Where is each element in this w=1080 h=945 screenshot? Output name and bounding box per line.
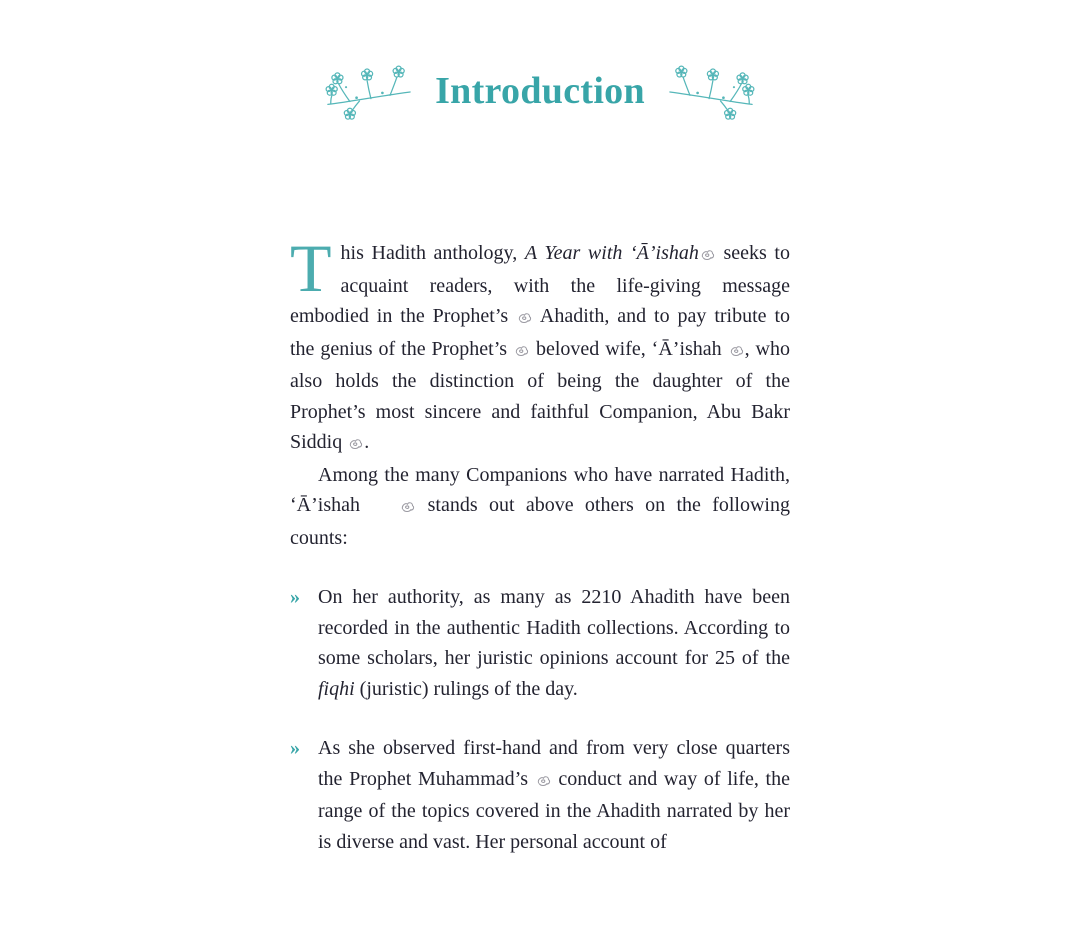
ra-honorific-icon [348, 429, 363, 460]
text-run: . [364, 431, 370, 453]
bullet-marker: » [290, 737, 300, 759]
floral-branch-icon [325, 62, 413, 120]
saw-honorific-icon [536, 766, 551, 797]
paragraph [290, 230, 791, 460]
bullet-text [318, 733, 790, 857]
text-run: Among the many Companions who have narrated Hadith, ‘Ā’ishah [290, 463, 790, 516]
bullet-marker: » [290, 586, 300, 608]
italic-text-run: fiqhi [318, 677, 355, 700]
ra-honorific-icon [700, 240, 715, 271]
text-run: On her authority, as many as 2210 Ahadith have been recorded in the authentic Hadith collections. According to some scholars, her juristic opinions account for 25 of the [318, 586, 790, 669]
chapter-title: Introduction [435, 70, 645, 112]
ra-honorific-icon [372, 492, 415, 523]
text-run: seeks to acquaint readers, with the life-giving message embodied in the Prophet’s [290, 242, 790, 327]
saw-honorific-icon [517, 303, 532, 334]
text-run: conduct and way of life, the range of the topics covered in the Ahadith narrated by her is diverse and vast. Her personal account of [318, 767, 790, 853]
ra-honorific-icon [729, 336, 744, 367]
italic-text-run: A Year with ‘Ā’ishah [524, 242, 699, 264]
text-run: As she observed first-hand and from very close quarters the Prophet Muhammad’s [318, 737, 790, 790]
floral-branch-icon-mirrored [667, 62, 755, 120]
text-run: , who also holds the distinction of being the daughter of the Prophet’s most sincere and faithful Companion, Abu Bakr Siddiq [290, 337, 790, 453]
text-run: Ahadith, and to pay tribute to the genius of the Prophet’s [290, 305, 791, 360]
bullet-item [290, 733, 790, 857]
saw-honorific-icon [514, 336, 529, 367]
paragraph [290, 460, 790, 554]
text-run: his Hadith anthology, [340, 242, 525, 264]
dropcap-letter: T [290, 230, 332, 306]
bullet-text [318, 582, 790, 704]
bullet-item [290, 582, 790, 704]
text-run: beloved wife, ‘Ā’ishah [530, 337, 728, 360]
chapter-header [0, 0, 1080, 120]
text-run: (juristic) rulings of the day. [354, 677, 578, 700]
text-run: stands out above others on the following counts: [290, 494, 790, 549]
page-body [290, 230, 791, 857]
